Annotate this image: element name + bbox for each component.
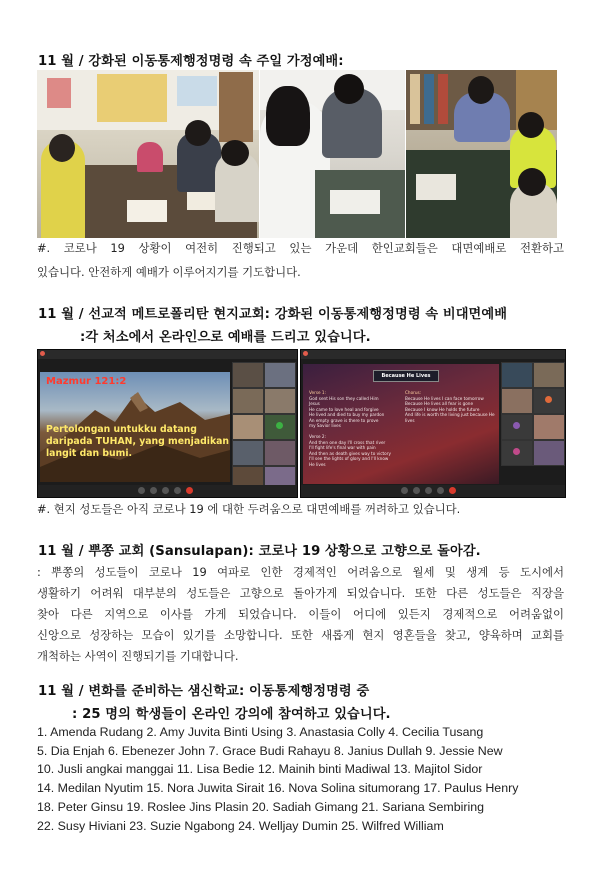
lyric-line: my Savior lives bbox=[309, 423, 341, 428]
song-title: Because He Lives bbox=[373, 370, 439, 382]
chorus-label: Chorus: bbox=[405, 390, 422, 395]
paragraph-line: 생활하기 어려워 대부분의 성도들은 고향으로 돌아가게 되었습니다. 또한 다른 성도들은 직장을 bbox=[37, 586, 564, 600]
lyric-line: I'll fight life's final war with pain bbox=[309, 445, 376, 450]
lyric-line: Jesus bbox=[309, 401, 320, 406]
verse-line-2: daripada TUHAN, yang menjadikan bbox=[46, 436, 230, 447]
participant-thumbnail[interactable] bbox=[533, 362, 565, 388]
section1-heading: 11 월 / 강화된 이동통제행정명령 속 주일 가정예배: bbox=[38, 54, 344, 69]
name-list-line: 22. Susy Hiviani 23. Suzie Ngabong 24. Welljay Dumin 25. Wilfred William bbox=[37, 818, 444, 833]
avatar-icon bbox=[513, 422, 520, 429]
chat-icon[interactable] bbox=[174, 487, 181, 494]
chorus-lines bbox=[405, 396, 495, 424]
photo-right bbox=[406, 70, 557, 238]
section3-paragraph bbox=[37, 562, 564, 667]
section4-heading-line2: : 25 명의 학생들이 온라인 강의에 참여하고 있습니다. bbox=[72, 707, 391, 722]
zoom-title-bar bbox=[301, 350, 565, 359]
share-icon[interactable] bbox=[425, 487, 432, 494]
avatar-icon bbox=[513, 448, 520, 455]
participant-thumbnail[interactable] bbox=[501, 414, 533, 440]
paragraph-line: 찾아 다른 지역으로 이사를 가게 되었습니다. 이들이 어디에 있든지 경제적으로 어려움없이 bbox=[37, 607, 564, 621]
participant-thumbnail[interactable] bbox=[264, 466, 296, 486]
lyric-line: And then as death gives way to victory bbox=[309, 450, 391, 456]
lyric-line: He lives bbox=[309, 461, 326, 467]
participant-thumbnail[interactable] bbox=[501, 440, 533, 466]
lyric-line: I'll see the lights of glory and I'll know bbox=[309, 456, 389, 461]
lyric-line: He came to love heal and forgive bbox=[309, 406, 379, 412]
participant-thumbnail[interactable] bbox=[501, 362, 533, 388]
section1-caption-line2: 있습니다. 안전하게 예배가 이루어지기를 기도합니다. bbox=[37, 265, 301, 279]
avatar-icon bbox=[276, 422, 283, 429]
lyric-line: And life is worth the living just because He bbox=[405, 412, 495, 417]
avatar-icon bbox=[545, 396, 552, 403]
participant-thumbnail[interactable] bbox=[264, 440, 296, 466]
camera-icon[interactable] bbox=[413, 487, 420, 494]
photo-left bbox=[37, 70, 259, 238]
name-list-line: 5. Dia Enjah 6. Ebenezer John 7. Grace Budi Rahayu 8. Janius Dullah 9. Jessie New bbox=[37, 743, 503, 758]
participant-thumbnail[interactable] bbox=[232, 440, 264, 466]
close-dot-icon bbox=[40, 351, 45, 356]
zoom-title-bar bbox=[38, 350, 297, 359]
zoom-control-bar bbox=[301, 485, 565, 497]
participant-thumbnail[interactable] bbox=[232, 362, 264, 388]
lyric-line: Verse 2: bbox=[309, 434, 327, 439]
participant-thumbnail[interactable] bbox=[264, 388, 296, 414]
zoom-control-bar bbox=[38, 485, 297, 497]
lyrics-left bbox=[309, 390, 391, 467]
participant-thumbnail[interactable] bbox=[533, 414, 565, 440]
section2-heading-line2: :각 처소에서 온라인으로 예배를 드리고 있습니다. bbox=[80, 330, 371, 345]
name-list-line: 18. Peter Ginsu 19. Roslee Jins Plasin 20. Sadiah Gimang 21. Sariana Sembiring bbox=[37, 799, 485, 814]
section2-caption: #. 현지 성도들은 아직 코로나 19 에 대한 두려움으로 대면예배를 꺼려하고 있습니다. bbox=[37, 502, 461, 516]
section2-heading-line1: 11 월 / 선교적 메트로폴리탄 현지교회: 강화된 이동통제행정명령 속 비대면예배 bbox=[38, 307, 508, 322]
verse-reference: Mazmur 121:2 bbox=[46, 376, 127, 387]
online-worship-screen-1 bbox=[37, 349, 298, 498]
lyric-line: Because He lives all fear is gone bbox=[405, 401, 474, 406]
leave-icon[interactable] bbox=[449, 487, 456, 494]
lyric-line: lives bbox=[405, 417, 415, 423]
verse-label: Verse 1: bbox=[309, 390, 327, 395]
online-worship-screen-2 bbox=[300, 349, 566, 498]
photo-middle bbox=[260, 70, 405, 238]
chat-icon[interactable] bbox=[437, 487, 444, 494]
participant-thumbnail[interactable] bbox=[232, 466, 264, 486]
name-list-line: 1. Amenda Rudang 2. Amy Juvita Binti Using 3. Anastasia Colly 4. Cecilia Tusang bbox=[37, 725, 484, 739]
lyrics-slide bbox=[303, 364, 499, 484]
lyric-line: An empty grave is there to prove bbox=[309, 417, 379, 423]
lyrics-right bbox=[405, 390, 495, 423]
close-dot-icon bbox=[303, 351, 308, 356]
lyric-line: God sent His son they called Him bbox=[309, 395, 379, 401]
participant-thumbnail[interactable] bbox=[533, 388, 565, 414]
name-list-line: 14. Medilan Nyutim 15. Nora Juwita Sirait 16. Nova Solina situmorang 17. Paulus Henry bbox=[37, 781, 519, 796]
lyric-line: He lived and died to buy my pardon bbox=[309, 412, 385, 417]
mic-icon[interactable] bbox=[138, 487, 145, 494]
mic-icon[interactable] bbox=[401, 487, 408, 494]
participant-thumbnail[interactable] bbox=[264, 414, 296, 440]
participant-thumbnail[interactable] bbox=[232, 414, 264, 440]
verse-line-3: langit dan bumi. bbox=[46, 448, 133, 459]
section1-caption-line1: #. 코로나 19 상황이 여전히 진행되고 있는 가운데 한인교회들은 대면예배로 전환하고 bbox=[37, 241, 564, 255]
participant-thumbnail[interactable] bbox=[501, 388, 533, 414]
lyric-line: Because He lives I can face tomorrow bbox=[405, 395, 484, 401]
participant-thumbnail[interactable] bbox=[232, 388, 264, 414]
family-worship-photo bbox=[37, 70, 557, 238]
section4-heading-line1: 11 월 / 변화를 준비하는 샘신학교: 이동통제행정명령 중 bbox=[38, 684, 370, 699]
participant-thumbnail[interactable] bbox=[533, 440, 565, 466]
student-name-list bbox=[37, 723, 518, 835]
name-list-line: 10. Jusli angkai manggai 11. Lisa Bedie 12. Mainih binti Madiwal 13. Majitol Sidor bbox=[37, 762, 483, 777]
verse-text bbox=[46, 424, 229, 460]
paragraph-line: : 뿌쫑의 성도들이 코로나 19 여파로 인한 경제적인 어려움으로 월세 및 생계 등 도시에서 bbox=[37, 565, 564, 579]
section3-heading: 11 월 / 뿌쫑 교회 (Sansulapan): 코로나 19 상황으로 고향으로 돌아감. bbox=[38, 544, 481, 559]
verse-line-1: Pertolongan untukku datang bbox=[46, 424, 197, 435]
participant-thumbnail[interactable] bbox=[264, 362, 296, 388]
paragraph-line: 개척하는 사역이 진행되기를 기대합니다. bbox=[37, 649, 239, 663]
camera-icon[interactable] bbox=[150, 487, 157, 494]
leave-icon[interactable] bbox=[186, 487, 193, 494]
lyric-line: Because I know He holds the future bbox=[405, 406, 480, 412]
verse-lines bbox=[309, 396, 391, 468]
paragraph-line: 신앙으로 성장하는 모습이 있기를 소망합니다. 또한 새롭게 현지 영혼들을 찾고, 양육하며 교회를 bbox=[37, 628, 564, 642]
share-icon[interactable] bbox=[162, 487, 169, 494]
scripture-slide bbox=[40, 372, 230, 482]
lyric-line: And then one day I'll cross that river bbox=[309, 439, 386, 445]
